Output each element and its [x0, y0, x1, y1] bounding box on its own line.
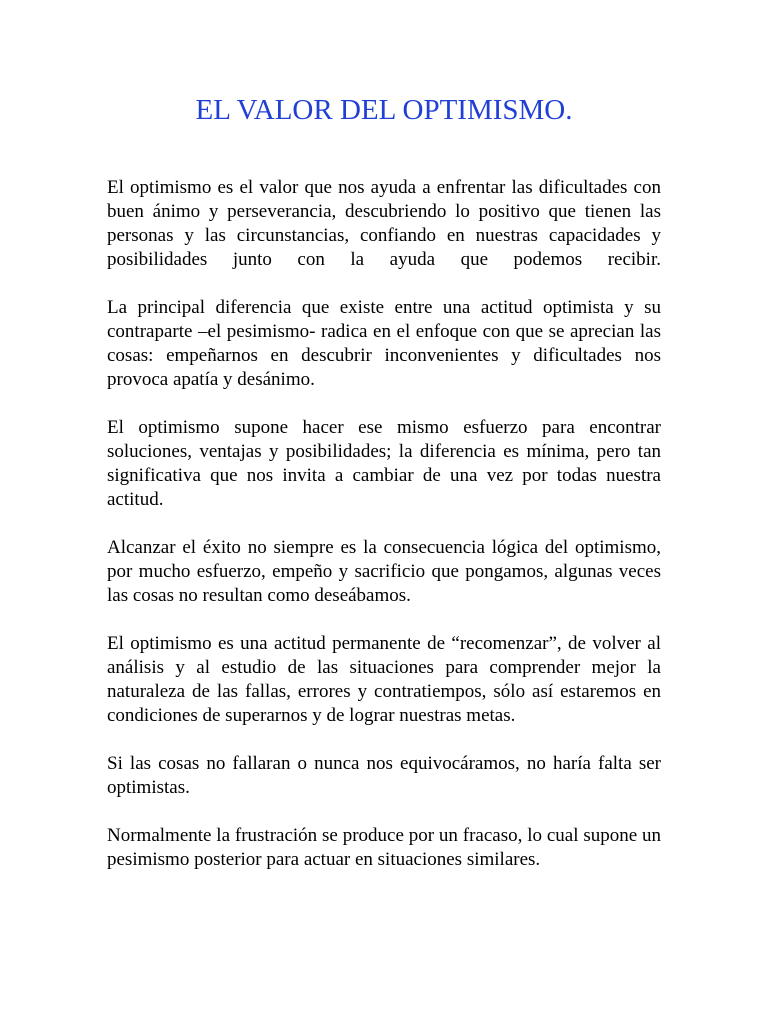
document-body	[107, 176, 661, 872]
paragraph-7: Normalmente la frustración se produce por un fracaso, lo cual supone un pesimismo posterior para actuar en situaciones similares.	[107, 825, 661, 870]
paragraph-1: El optimismo es el valor que nos ayuda a enfrentar las dificultades con buen ánimo y perseverancia, descubriendo lo positivo que tienen las personas y las circunstancias, confiando en nuestras capacidades y posibilidades junto con la ayuda que podemos recibir.	[107, 177, 661, 270]
document-title: EL VALOR DEL OPTIMISMO.	[195, 94, 573, 126]
paragraph-4: Alcanzar el éxito no siempre es la consecuencia lógica del optimismo, por mucho esfuerzo, empeño y sacrificio que pongamos, algunas veces las cosas no resultan como deseábamos.	[107, 537, 661, 606]
paragraph-5: El optimismo es una actitud permanente de “recomenzar”, de volver al análisis y al estudio de las situaciones para comprender mejor la naturaleza de las fallas, errores y contratiempos, sólo así estaremos en condiciones de superarnos y de lograr nuestras metas.	[107, 633, 661, 726]
paragraph-3: El optimismo supone hacer ese mismo esfuerzo para encontrar soluciones, ventajas y posibilidades; la diferencia es mínima, pero tan significativa que nos invita a cambiar de una vez por todas nuestra actitud.	[107, 417, 661, 510]
paragraph-2: La principal diferencia que existe entre una actitud optimista y su contraparte –el pesimismo- radica en el enfoque con que se aprecian las cosas: empeñarnos en descubrir inconvenientes y dificultades nos provoca apatía y desánimo.	[107, 297, 661, 390]
paragraph-6: Si las cosas no fallaran o nunca nos equivocáramos, no haría falta ser optimistas.	[107, 753, 661, 798]
